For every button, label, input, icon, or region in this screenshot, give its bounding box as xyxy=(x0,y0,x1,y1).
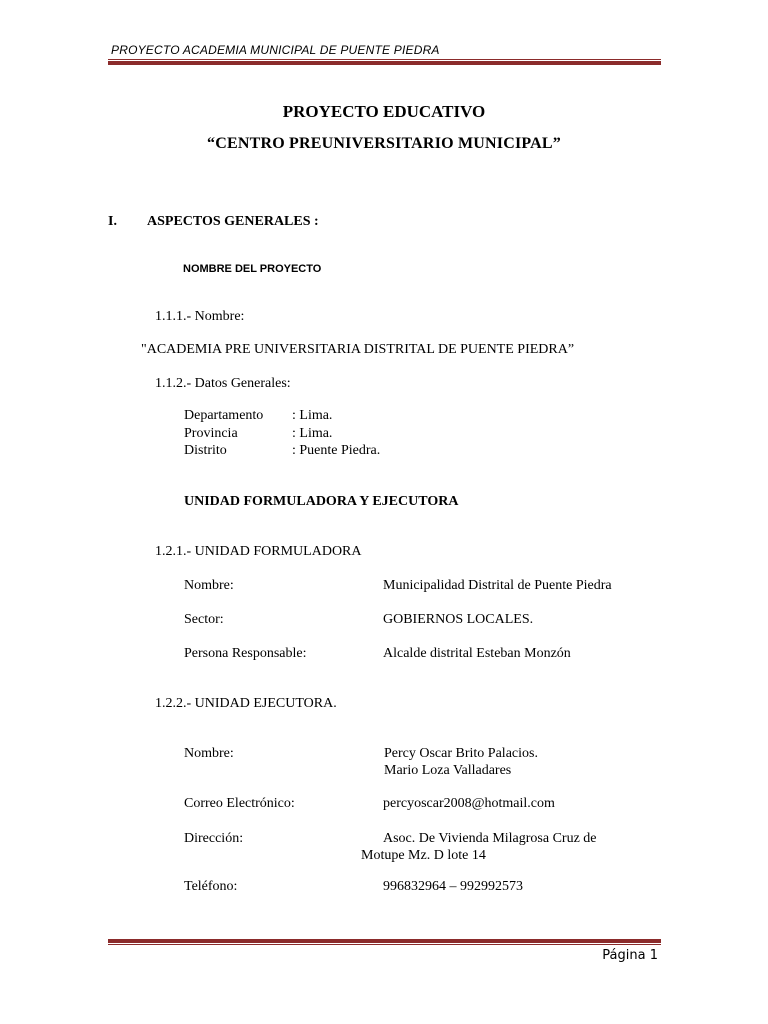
datos-value-distrito: : Puente Piedra. xyxy=(292,443,381,458)
header-rule-thin xyxy=(108,59,661,60)
document-title: PROYECTO EDUCATIVO xyxy=(282,102,486,121)
datos-key-provincia: Provincia xyxy=(184,426,238,441)
ejecutora-value-nombre-2: Mario Loza Valladares xyxy=(384,763,512,778)
ejecutora-value-nombre-1: Percy Oscar Brito Palacios. xyxy=(384,746,538,761)
ejecutora-key-nombre: Nombre: xyxy=(184,746,234,761)
footer-rule-thick xyxy=(108,939,661,943)
datos-value-provincia: : Lima. xyxy=(292,426,333,441)
header-rule-thick xyxy=(108,61,661,65)
formuladora-key-responsable: Persona Responsable: xyxy=(184,646,307,661)
document-subtitle: “CENTRO PREUNIVERSITARIO MUNICIPAL” xyxy=(207,135,561,152)
running-header: PROYECTO ACADEMIA MUNICIPAL DE PUENTE PIEDRA xyxy=(111,43,440,57)
formuladora-value-nombre: Municipalidad Distrital de Puente Piedra xyxy=(383,578,612,593)
ejecutora-label: 1.2.2.- UNIDAD EJECUTORA. xyxy=(155,696,337,711)
ejecutora-value-direccion-1: Asoc. De Vivienda Milagrosa Cruz de xyxy=(383,831,597,846)
item-nombre-value: "ACADEMIA PRE UNIVERSITARIA DISTRITAL DE PUENTE PIEDRA” xyxy=(141,342,575,357)
datos-value-departamento: : Lima. xyxy=(292,408,333,423)
ejecutora-key-telefono: Teléfono: xyxy=(184,879,238,894)
formuladora-value-responsable: Alcalde distrital Esteban Monzón xyxy=(383,646,571,661)
subheading-nombre-proyecto: NOMBRE DEL PROYECTO xyxy=(183,263,322,275)
formuladora-value-sector: GOBIERNOS LOCALES. xyxy=(383,612,534,627)
datos-key-distrito: Distrito xyxy=(184,443,227,458)
unidad-heading: UNIDAD FORMULADORA Y EJECUTORA xyxy=(184,494,459,509)
page-number: Página 1 xyxy=(602,948,658,963)
footer-rule-thin xyxy=(108,944,661,945)
formuladora-key-sector: Sector: xyxy=(184,612,224,627)
ejecutora-value-correo: percyoscar2008@hotmail.com xyxy=(383,796,555,811)
datos-key-departamento: Departamento xyxy=(184,408,264,423)
ejecutora-value-telefono: 996832964 – 992992573 xyxy=(383,879,523,894)
item-nombre-label: 1.1.1.- Nombre: xyxy=(155,309,245,324)
item-datos-label: 1.1.2.- Datos Generales: xyxy=(155,376,291,391)
section-title: ASPECTOS GENERALES : xyxy=(147,214,319,229)
ejecutora-key-direccion: Dirección: xyxy=(184,831,244,846)
formuladora-label: 1.2.1.- UNIDAD FORMULADORA xyxy=(155,544,362,559)
formuladora-key-nombre: Nombre: xyxy=(184,578,234,593)
section-number: I. xyxy=(108,214,117,229)
ejecutora-key-correo: Correo Electrónico: xyxy=(184,796,295,811)
ejecutora-value-direccion-2: Motupe Mz. D lote 14 xyxy=(361,848,486,863)
